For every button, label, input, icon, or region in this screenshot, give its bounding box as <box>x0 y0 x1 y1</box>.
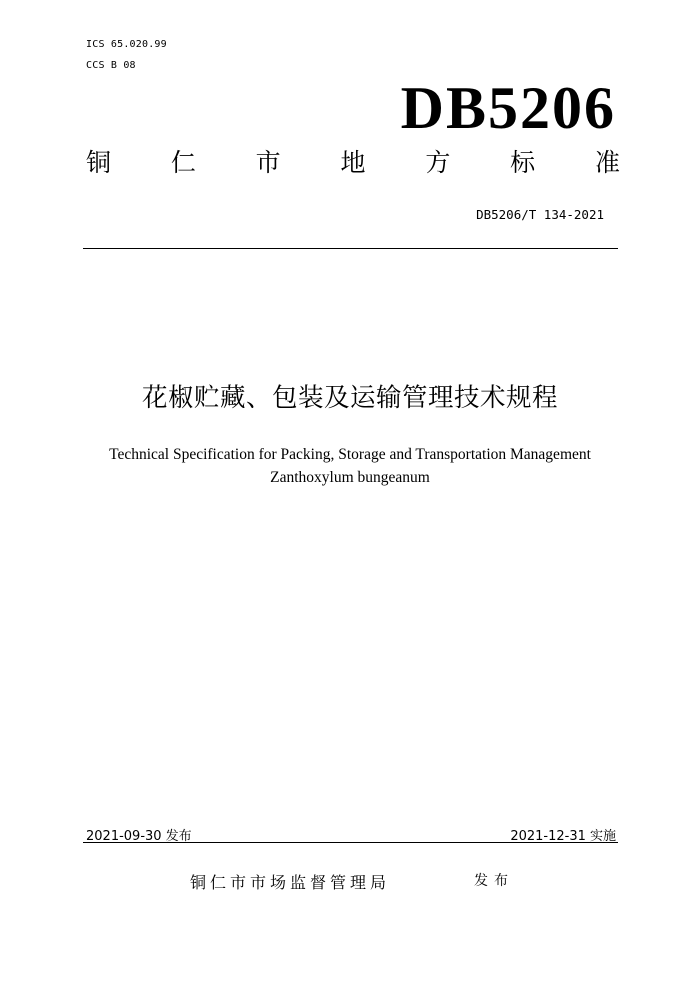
ccs-code: CCS B 08 <box>86 60 136 71</box>
standard-type-char: 仁 <box>170 148 196 177</box>
standard-number: DB5206/T 134-2021 <box>476 207 604 222</box>
ics-code: ICS 65.020.99 <box>86 39 167 50</box>
doc-code: DB5206 <box>400 75 616 141</box>
publish-label: 发布 <box>474 873 514 889</box>
document-title-zh: 花椒贮藏、包装及运输管理技术规程 <box>141 383 558 413</box>
document-title-en-line1: Technical Specification for Packing, Storage and Transportation Management <box>109 446 591 463</box>
implementation-date: 2021-12-31 实施 <box>510 829 616 844</box>
standard-type-char: 地 <box>340 148 366 177</box>
issuing-authority: 铜仁市市场监督管理局 <box>190 873 391 892</box>
footer-divider <box>83 842 618 843</box>
document-title-en-line2: Zanthoxylum bungeanum <box>270 469 430 486</box>
standard-type-char: 铜 <box>86 148 112 177</box>
standard-type-char: 标 <box>510 148 536 177</box>
standard-type-char: 准 <box>594 148 620 177</box>
issue-date: 2021-09-30 发布 <box>86 829 192 844</box>
standard-type-char: 方 <box>425 148 451 177</box>
standard-type-char: 市 <box>255 148 281 177</box>
header-divider <box>83 248 618 249</box>
standard-type-title <box>86 150 620 175</box>
